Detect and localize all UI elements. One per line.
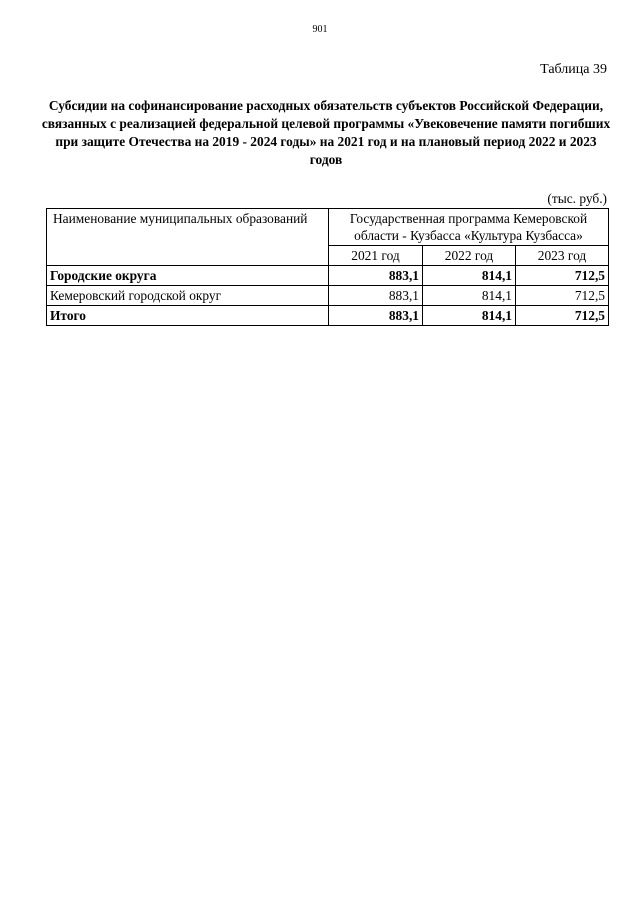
column-header-year-2022: 2022 год bbox=[423, 246, 516, 266]
value-2023: 712,5 bbox=[516, 266, 609, 286]
table-row-kemerovo bbox=[47, 286, 609, 306]
units-label: (тыс. руб.) bbox=[547, 191, 607, 206]
value-2022: 814,1 bbox=[423, 306, 516, 326]
value-2023: 712,5 bbox=[516, 286, 609, 306]
value-2021: 883,1 bbox=[329, 266, 423, 286]
table-row-total bbox=[47, 306, 609, 326]
row-name: Кемеровский городской округ bbox=[47, 286, 329, 306]
table-row-urban-districts bbox=[47, 266, 609, 286]
value-2021: 883,1 bbox=[329, 286, 423, 306]
value-2023: 712,5 bbox=[516, 306, 609, 326]
value-2022: 814,1 bbox=[423, 286, 516, 306]
column-header-year-2023: 2023 год bbox=[516, 246, 609, 266]
document-title: Субсидии на софинансирование расходных обязательств субъектов Российской Федерации, связанных с реализацией федеральной целевой программы «Увековечение памяти погибших при защите Отечества на 2019 - 2024 годы» на 2021 год и на плановый период 2022 и 2023 годов bbox=[41, 98, 611, 167]
subsidies-table bbox=[46, 208, 609, 326]
table-label: Таблица 39 bbox=[540, 62, 607, 77]
page-number: 901 bbox=[312, 24, 328, 35]
column-header-year-2021: 2021 год bbox=[329, 246, 423, 266]
row-name: Городские округа bbox=[47, 266, 329, 286]
column-header-name: Наименование муниципальных образований bbox=[47, 209, 329, 266]
value-2021: 883,1 bbox=[329, 306, 423, 326]
value-2022: 814,1 bbox=[423, 266, 516, 286]
column-header-program: Государственная программа Кемеровской области - Кузбасса «Культура Кузбасса» bbox=[329, 209, 609, 246]
row-name: Итого bbox=[47, 306, 329, 326]
